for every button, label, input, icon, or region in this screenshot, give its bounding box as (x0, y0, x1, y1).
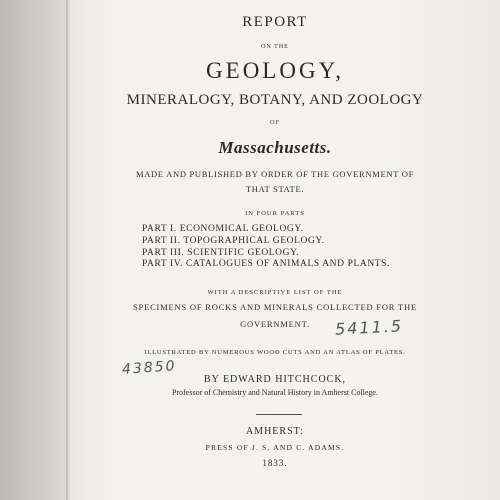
professor-line: Professor of Chemistry and Natural History in Amherst College. (172, 388, 378, 397)
imprint-year: 1833. (262, 458, 288, 468)
imprint-press: PRESS OF J. S. AND C. ADAMS. (205, 443, 345, 452)
part-item: PART I. ECONOMICAL GEOLOGY. (142, 224, 304, 234)
of-text: OF (270, 120, 280, 126)
handwritten-note-left: 43850 (121, 358, 178, 378)
descriptive-list-text: WITH A DESCRIPTIVE LIST OF THE (207, 289, 343, 296)
geology-title: GEOLOGY, (206, 58, 344, 83)
part-item: PART III. SCIENTIFIC GEOLOGY. (142, 247, 300, 258)
made-published-line1: MADE AND PUBLISHED BY ORDER OF THE GOVERNMENT OF (135, 169, 415, 179)
mineralogy-title: MINERALOGY, BOTANY, AND ZOOLOGY (126, 92, 424, 108)
in-four-parts: IN FOUR PARTS (245, 210, 305, 217)
page-edge-shadow (0, 0, 66, 500)
on-the-text: ON THE (261, 44, 289, 50)
divider-rule (256, 414, 302, 415)
illustrated-text: ILLUSTRATED BY NUMEROUS WOOD CUTS AND AN ATLAS OF PLATES. (144, 349, 406, 356)
part-item: PART II. TOPOGRAPHICAL GEOLOGY. (142, 235, 325, 246)
handwritten-note-right: 5411.5 (334, 316, 404, 339)
specimens-text: SPECIMENS OF ROCKS AND MINERALS COLLECTED FOR THE (133, 302, 417, 312)
part-item: PART IV. CATALOGUES OF ANIMALS AND PLANTS. (142, 259, 391, 270)
author-line: BY EDWARD HITCHCOCK, (203, 374, 347, 385)
imprint-place: AMHERST: (245, 426, 305, 437)
massachusetts-title: Massachusetts. (218, 138, 332, 157)
parts-list (142, 224, 390, 271)
government-text: GOVERNMENT. (240, 319, 310, 329)
made-published-line2: THAT STATE. (245, 184, 305, 194)
report-heading: REPORT (242, 14, 308, 30)
